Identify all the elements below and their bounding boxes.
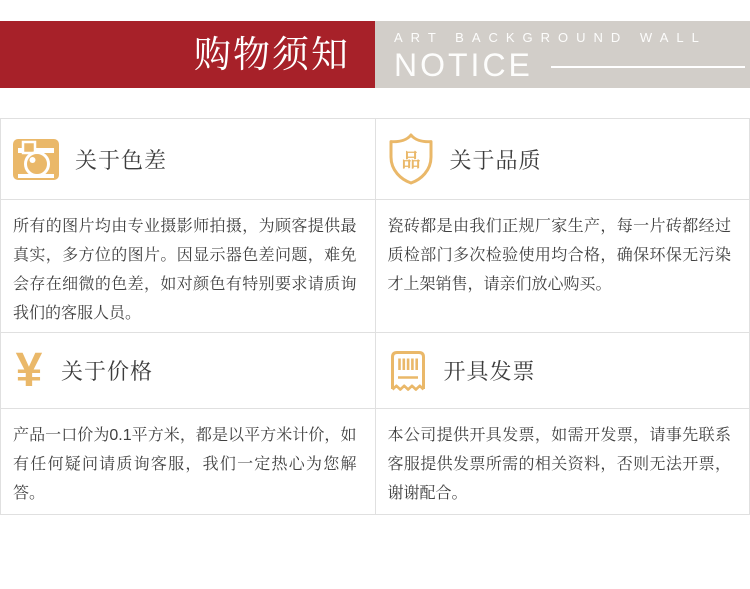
camera-icon xyxy=(13,136,59,182)
notice-grid xyxy=(0,118,750,515)
banner-notice-row xyxy=(394,48,750,82)
section-header xyxy=(376,119,750,200)
section-price xyxy=(1,333,375,514)
page-title: 购物须知 xyxy=(194,34,350,75)
section-invoice xyxy=(375,333,750,514)
section-quality xyxy=(375,119,750,332)
yuan-glyph: ¥ xyxy=(15,343,43,397)
section-header xyxy=(1,119,375,200)
banner-notice-text: NOTICE xyxy=(394,47,533,83)
section-header xyxy=(1,333,375,409)
section-title: 关于品质 xyxy=(449,147,542,173)
banner-title-block xyxy=(0,21,375,88)
notice-grid-row-2 xyxy=(1,332,749,514)
decorative-line xyxy=(551,66,745,68)
shopping-notice-page xyxy=(0,21,750,515)
section-body: 产品一口价为0.1平方米，都是以平方米计价，如有任何疑问请质询客服，我们一定热心为您解答。 xyxy=(13,427,357,502)
banner-subtitle-en: ART BACKGROUND WALL xyxy=(394,30,707,45)
quality-glyph: 品 xyxy=(400,150,421,172)
section-header xyxy=(376,333,750,409)
quality-shield-icon xyxy=(388,133,434,185)
section-color-difference xyxy=(1,119,375,332)
section-title: 关于价格 xyxy=(61,359,154,384)
section-body: 所有的图片均由专业摄影师拍摄，为顾客提供最真实，多方位的图片。因显示器色差问题，难免会存在细微的色差，如对颜色有特别要求请质询我们的客服人员。 xyxy=(13,218,357,322)
header-banner xyxy=(0,21,750,88)
section-title: 开具发票 xyxy=(443,359,536,384)
notice-grid-row-1 xyxy=(1,119,749,332)
banner-subtitle-block xyxy=(375,21,750,88)
section-title: 关于色差 xyxy=(75,147,168,173)
section-body: 本公司提供开具发票，如需开发票，请事先联系客服提供发票所需的相关资料，否则无法开票，谢谢配合。 xyxy=(387,427,731,502)
receipt-icon xyxy=(388,349,428,393)
section-body: 瓷砖都是由我们正规厂家生产，每一片砖都经过质检部门多次检验使用均合格，确保环保无污染才上架销售，请亲们放心购买。 xyxy=(387,218,731,293)
yuan-icon xyxy=(13,343,45,397)
